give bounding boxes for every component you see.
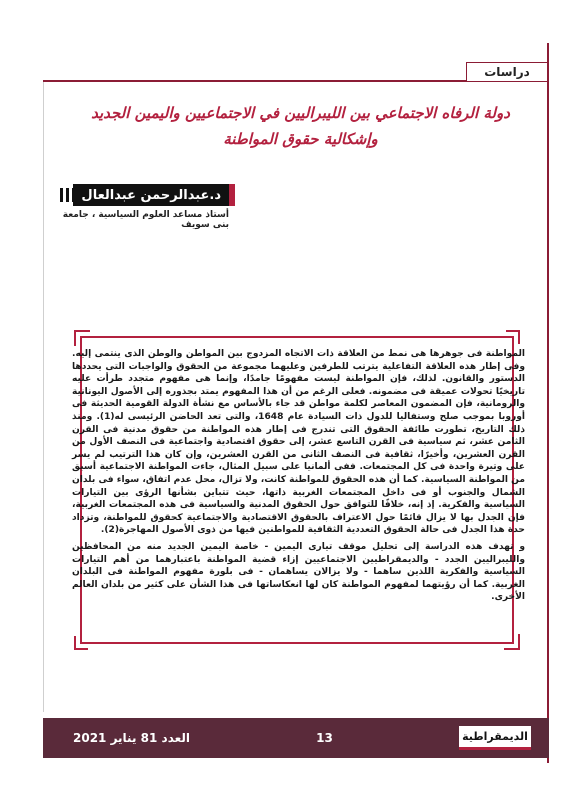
page-number: 13 (316, 731, 333, 745)
article-title-line2: وإشكالية حقوق المواطنة (223, 130, 378, 148)
author-role: أستاذ مساعد العلوم السياسية ، جامعة بنى سويف (62, 210, 229, 230)
left-margin-rule (43, 82, 44, 712)
author-name: د.عبدالرحمن عبدالعال (73, 184, 229, 206)
magazine-logo: الديمقراطية (459, 726, 531, 750)
article-body (72, 348, 525, 608)
article-title (60, 100, 541, 152)
frame-corner (74, 636, 88, 650)
article-title-line1: دولة الرفاه الاجتماعي بين الليبراليين في الاجتماعيين واليمين الجديد (91, 104, 510, 122)
page-footer (43, 718, 549, 758)
issue-label: العدد 81 يناير 2021 (73, 731, 191, 745)
frame-corner (506, 330, 520, 344)
body-paragraph: و تهدف هذه الدراسة إلى تحليل موقف تيارى اليمين - خاصة اليمين الجديد منه من المحافظين والليبراليين الجدد - والديمقراطيين الاجتماعيين إزاء قضية المواطنة باعتبارهما من أهم التيارات السياسية والفكرية اللذين ساهما - ولا يزالان يساهمان - فى بلورة مفهوم المواطنة فى البلدان الغربية. كما أن رؤيتهما لمفهوم المواطنة كان لها انعكاساتها فى هذا الشأن على كثير من بلدان العالم الأخرى. (72, 541, 525, 603)
body-paragraph: المواطنة فى جوهرها هى نمط من العلاقة ذات الاتجاه المزدوج بين المواطن والوطن الذى ينتمى إليه. وفى إطار هذه العلاقة التفاعلية يترتب للطرفين وعليهما مجموعة من الحقوق والواجبات التى يحددها الدستور والقانون. لذلك، فإن المواطنة ليست مفهومًا جامدًا، وإنما هى مفهوم متجدد طرأت عليه تاريخيًا تحولات عميقة فى مضمونه. فعلى الرغم من أن هذا المفهوم يمتد بجذوره إلى الأصول اليونانية والرومانية، فإن المضمون المعاصر لكلمة مواطن قد جاء بالأساس مع نشأة الدولة القومية الحديثة فى أوروبا بموجب صلح وستفاليا للدول ذات السيادة عام 1648، والتى تعد الحاضن الرئيسى له(1). ومنذ ذلك التاريخ، تطورت طائفة الحقوق التى تندرج فى إطار هذه المواطنة من حقوق مدنية فى القرن الثامن عشر، ثم سياسية فى القرن التاسع عشر، إلى حقوق اقتصادية واجتماعية فى النصف الأول من القرن العشرين، وأخيرًا، ثقافية فى النصف الثانى من القرن العشرين، وإن كان هذا الترتيب لم يسر على وتيرة واحدة فى كل المجتمعات. ففى ألمانيا على سبيل المثال، جاءت المواطنة الاجتماعية أسبق من المواطنة السياسية. كما أن هذه الحقوق للمواطنة كانت، ولا تزال، محل عدم اتفاق، سواء فى بلدان الشمال والجنوب أو فى داخل المجتمعات الغربية ذاتها، حيث تتباين بشأنها الرؤى بين التيارات السياسية والفكرية. إذ إنه، خلافًا للتوافق حول الحقوق المدنية والسياسية فى هذه المجتمعات الغربية، فإن الجدل بها لا يزال قائمًا حول الاعتراف بالحقوق الاقتصادية والاجتماعية كحقوق للمواطنة، وتزداد حدة هذا الجدل فى حالة الحقوق التعددية الثقافية للمواطنين فيها من ذوى الأصول المهاجرة(2). (72, 349, 525, 536)
section-label: دراسات (466, 62, 548, 82)
